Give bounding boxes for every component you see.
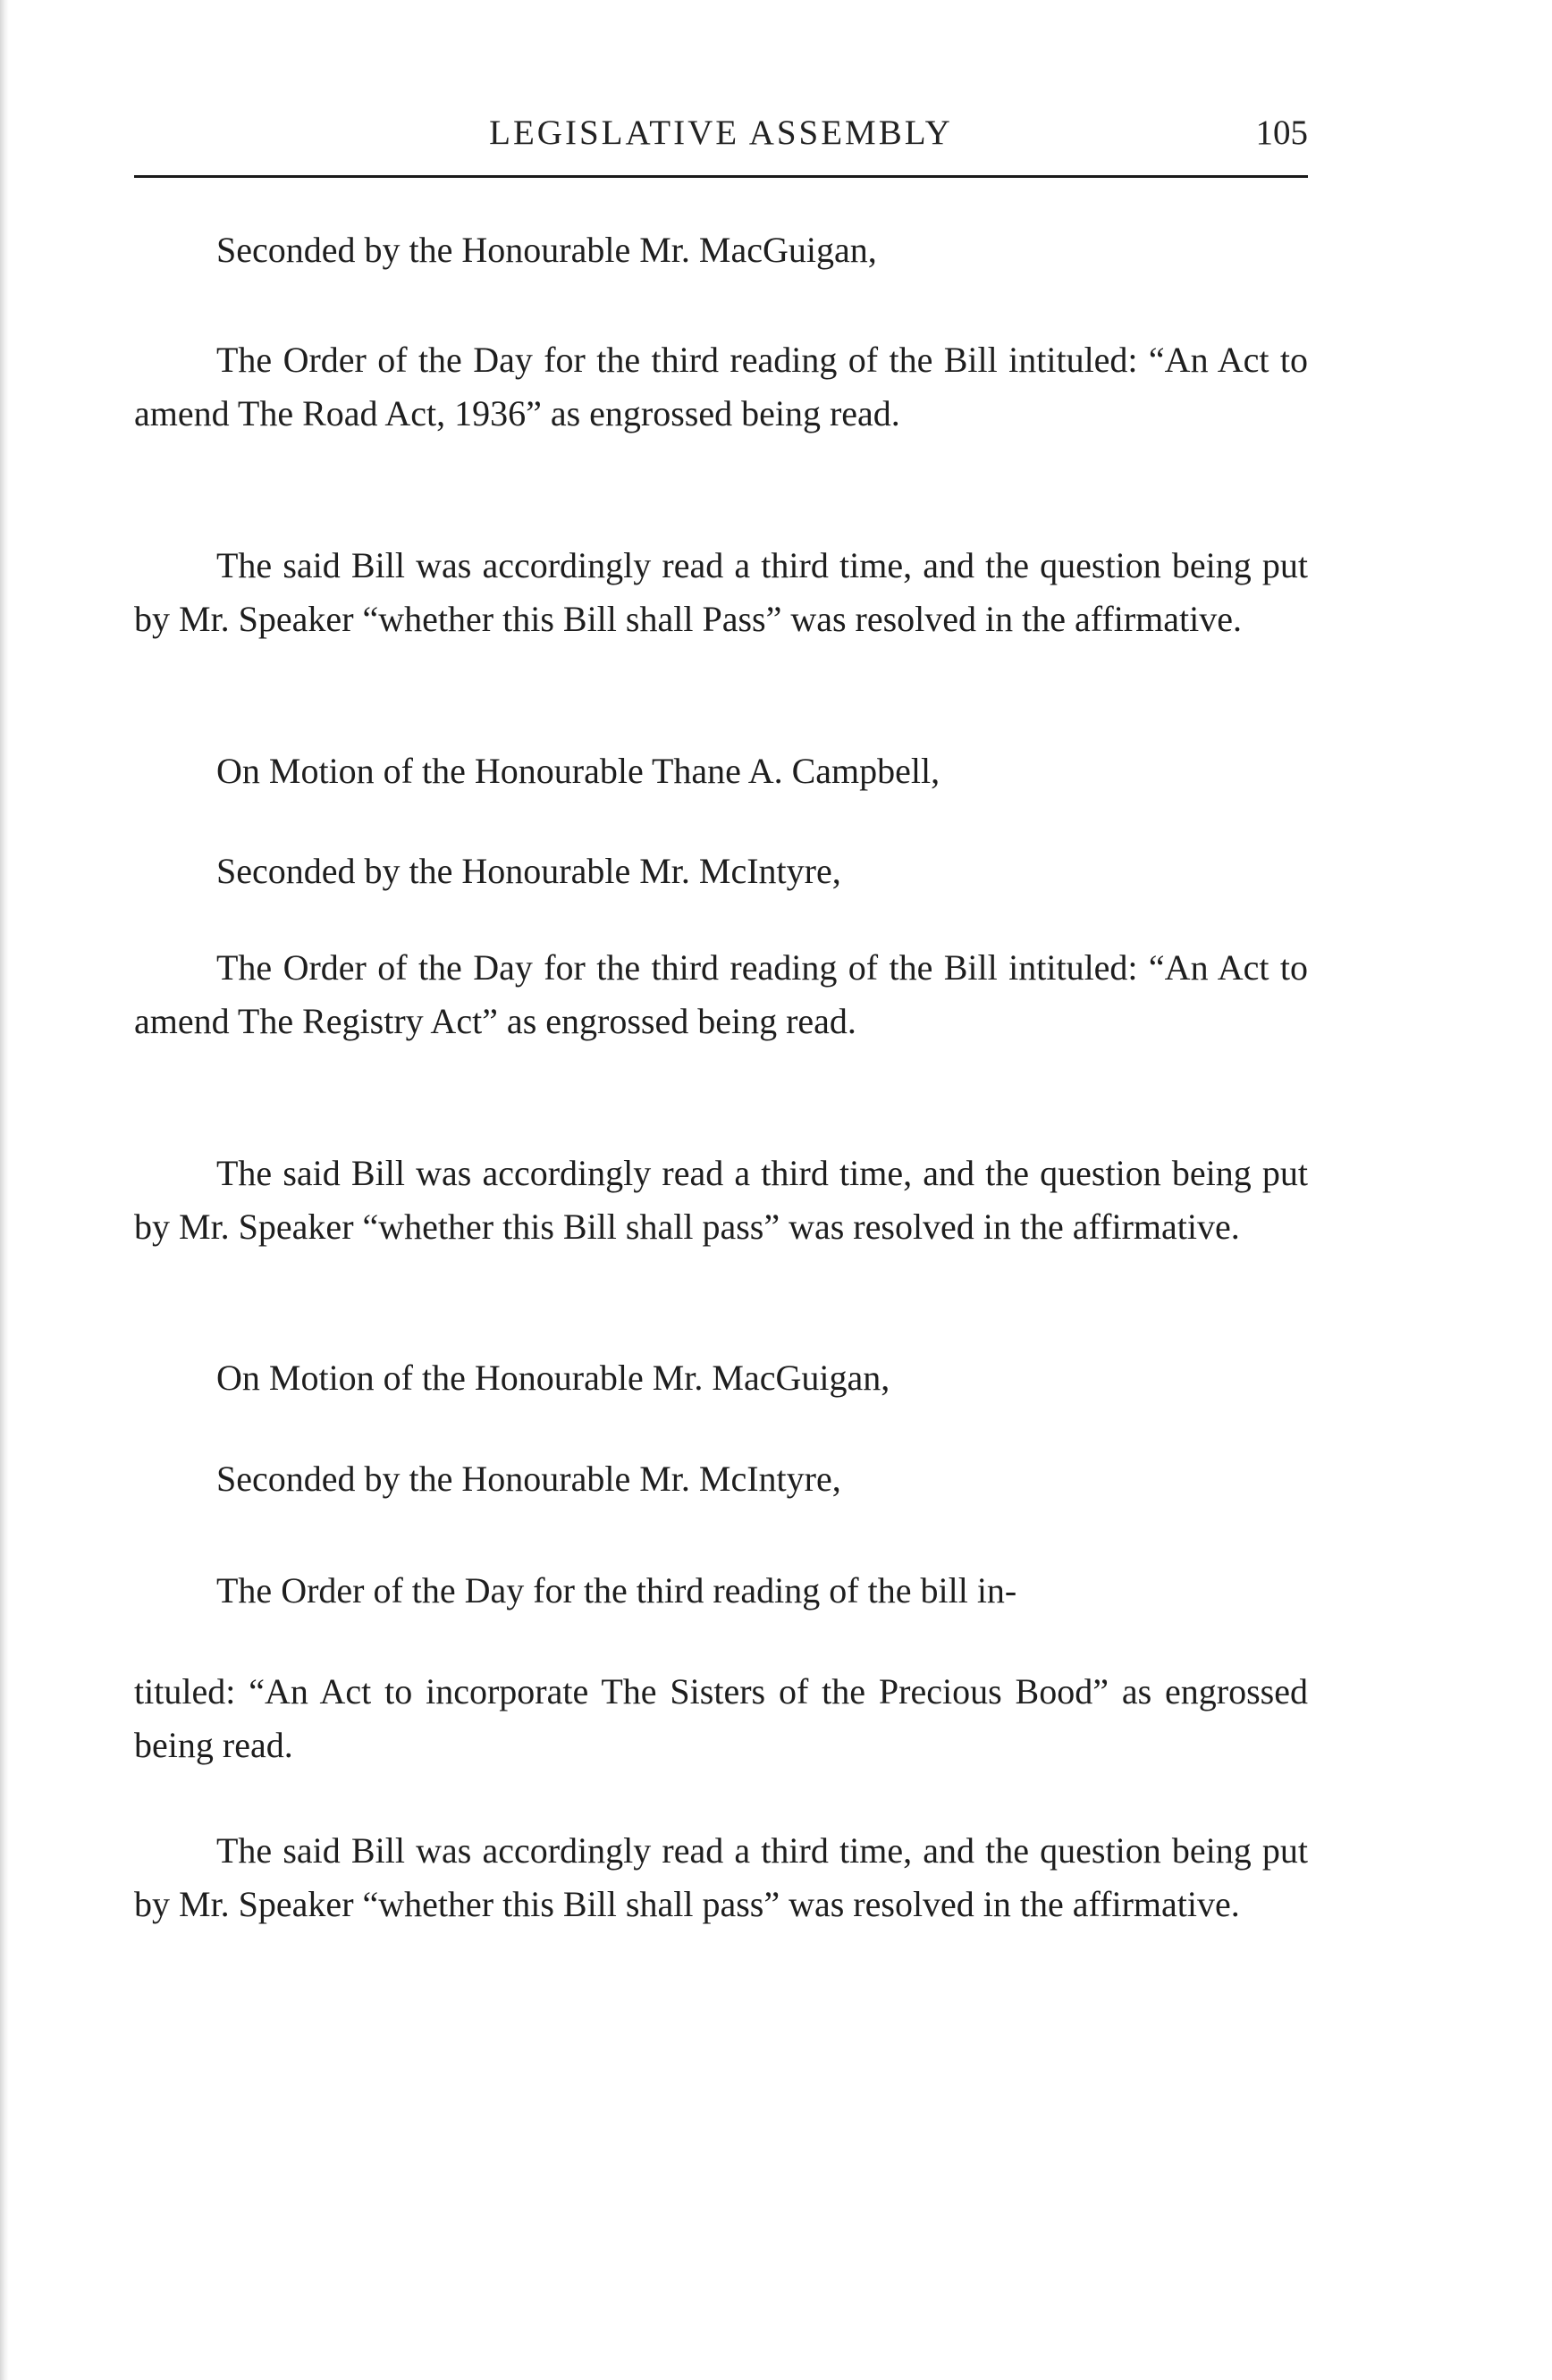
running-title: LEGISLATIVE ASSEMBLY	[489, 114, 953, 152]
header-rule	[134, 175, 1308, 178]
page-number: 105	[1255, 114, 1308, 152]
paragraph-order-road-act: The Order of the Day for the third reading of the Bill intituled: “An Act to amend The Road Act, 1936” as engrossed being read.	[134, 340, 1308, 433]
paragraph-result-road-act: The said Bill was accordingly read a third time, and the question being put by Mr. Speaker “whether this Bill shall Pass” was resolved in the affirmative.	[134, 545, 1308, 639]
paragraph-order-sisters: The Order of the Day for the third reading of the bill in-	[216, 1570, 1017, 1610]
paragraph-seconded-macguigan: Seconded by the Honourable Mr. MacGuigan,	[216, 230, 877, 270]
paragraph-intituled-sisters: tituled: “An Act to incorporate The Sisters of the Precious Bood” as engrossed being read.	[134, 1671, 1308, 1765]
paragraph-result-sisters: The said Bill was accordingly read a third time, and the question being put by Mr. Speaker “whether this Bill shall pass” was resolved in the affirmative.	[134, 1830, 1308, 1924]
running-header	[134, 105, 1308, 159]
paragraph-seconded-mcintyre-2: Seconded by the Honourable Mr. McIntyre,	[216, 1459, 841, 1499]
paragraph-result-registry-act: The said Bill was accordingly read a third time, and the question being put by Mr. Speaker “whether this Bill shall pass” was resolved in the affirmative.	[134, 1153, 1308, 1247]
paragraph-seconded-mcintyre: Seconded by the Honourable Mr. McIntyre,	[216, 851, 841, 891]
paragraph-motion-campbell: On Motion of the Honourable Thane A. Campbell,	[216, 751, 940, 791]
paragraph-order-registry-act: The Order of the Day for the third reading of the Bill intituled: “An Act to amend The Registry Act” as engrossed being read.	[134, 947, 1308, 1041]
paragraph-motion-macguigan: On Motion of the Honourable Mr. MacGuigan,	[216, 1358, 890, 1398]
page-edge-shadow	[0, 0, 9, 2380]
